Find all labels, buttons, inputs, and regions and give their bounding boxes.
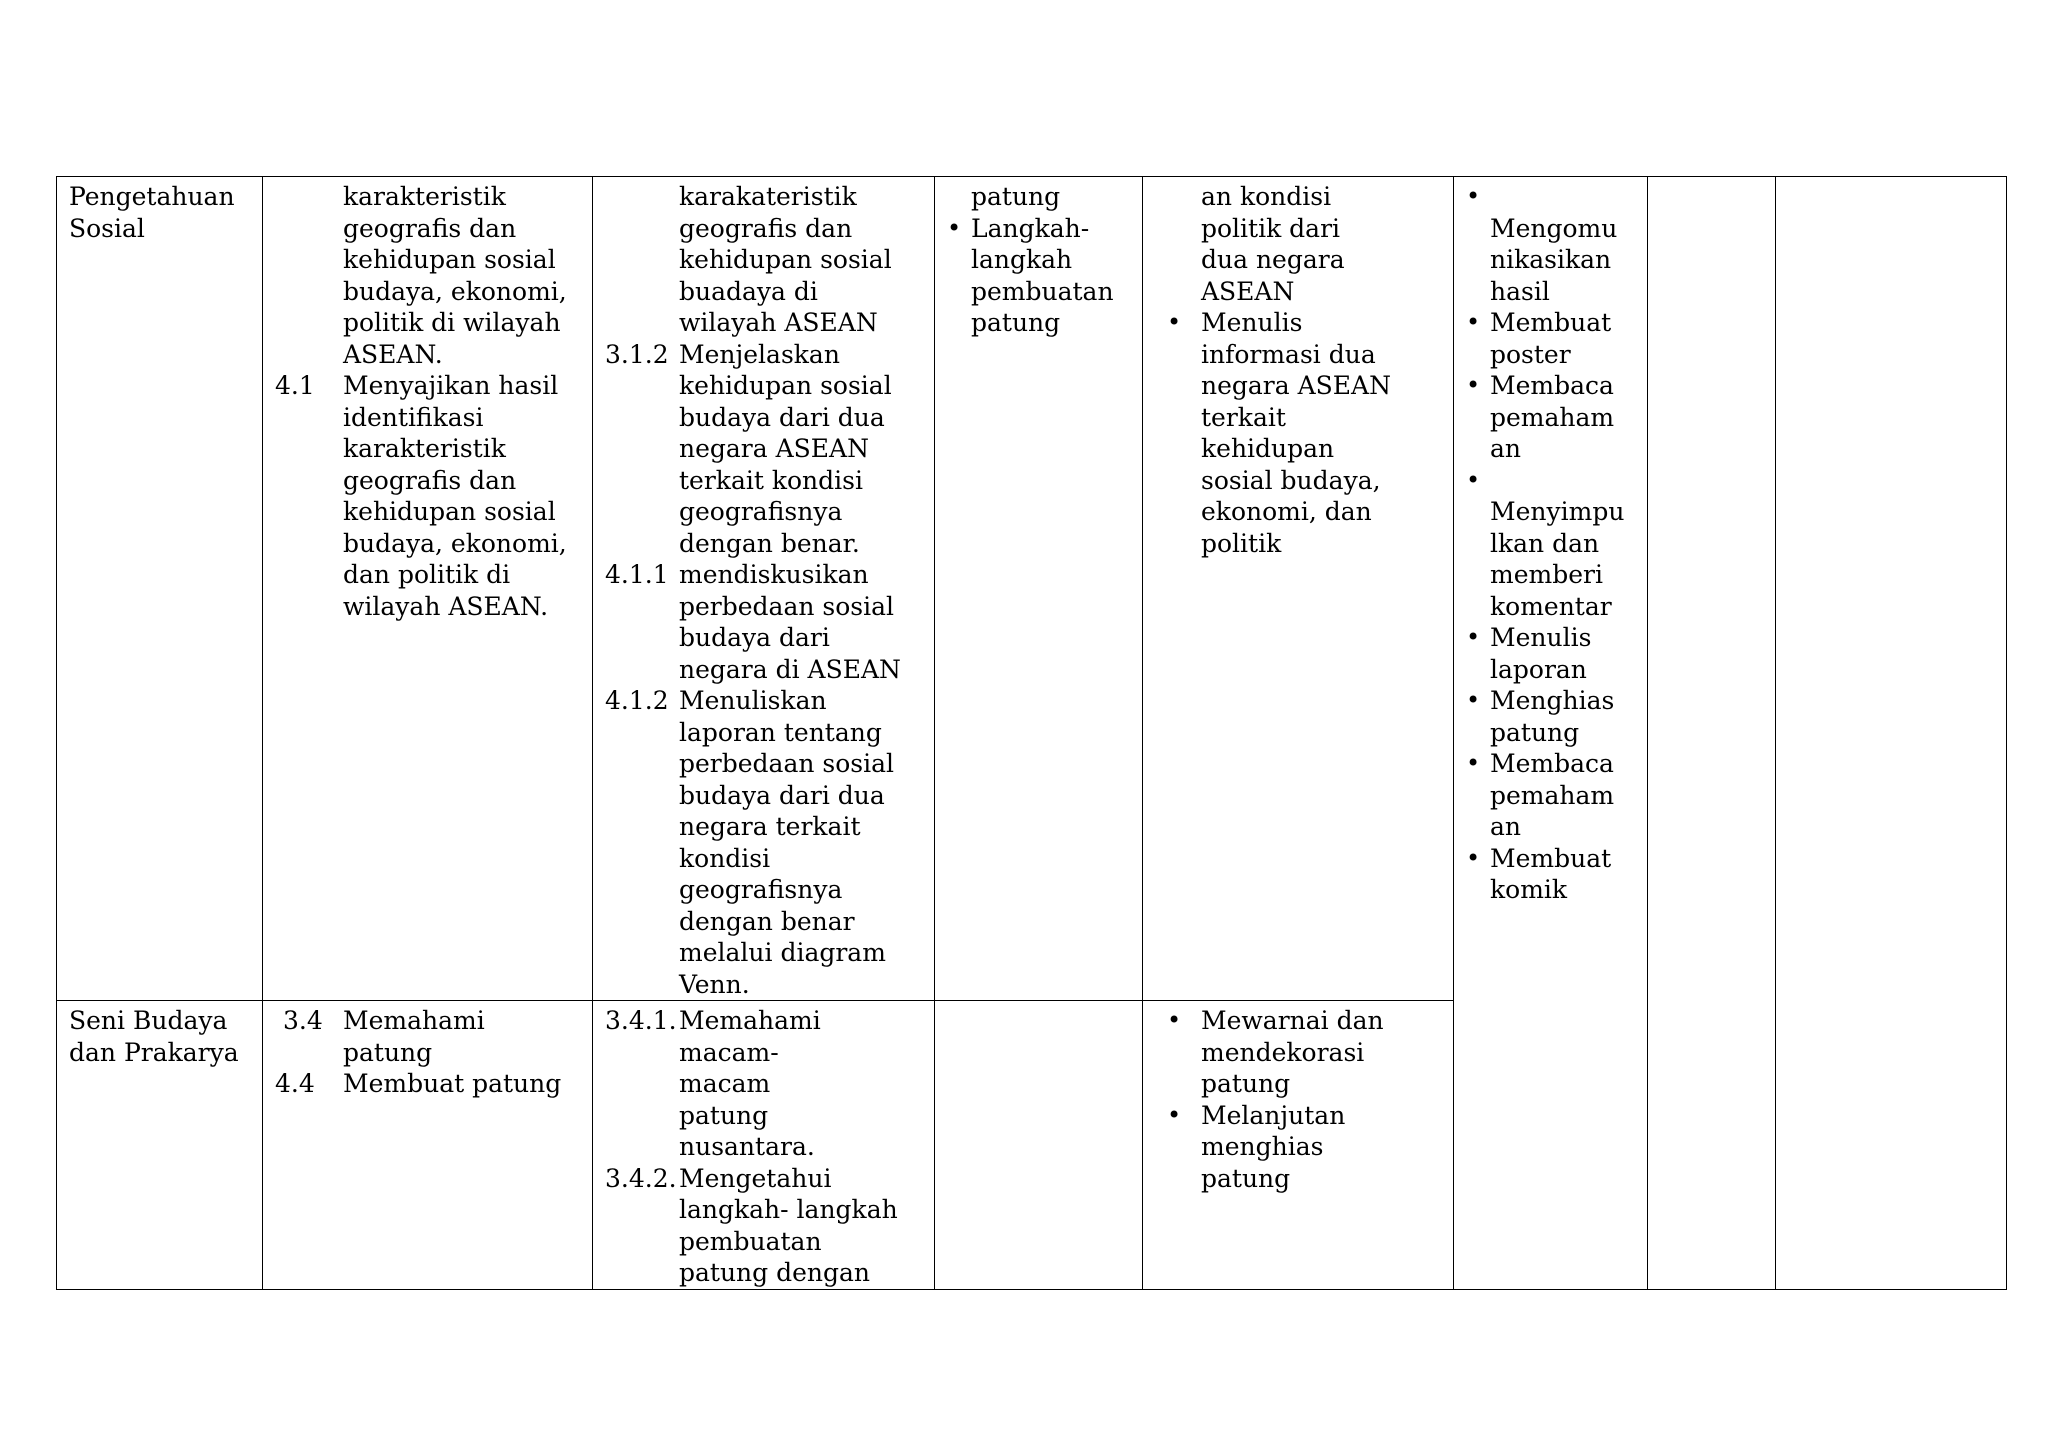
table-row [57, 177, 2007, 1001]
list-item [1155, 307, 1443, 559]
text-line: Membuat [1490, 843, 1612, 873]
bullet-icon: • [1167, 1006, 1182, 1034]
text-line: kehidupan sosial [679, 245, 892, 274]
text-line: geografis dan [343, 213, 517, 243]
text-line: budaya, ekonomi, [343, 276, 567, 306]
text-line: karakteristik [343, 182, 506, 211]
text-line: politik dari [1201, 213, 1341, 243]
text-line: an [1490, 434, 1522, 463]
indicator-number: 4.1.1 [605, 560, 669, 589]
bullet-icon: • [1167, 1100, 1182, 1129]
indicator-cell [593, 1001, 935, 1290]
kd-list [275, 1005, 582, 1100]
text-line: ASEAN. [343, 339, 443, 369]
kd-cell [263, 1001, 593, 1290]
subject-line: dan Prakarya [69, 1037, 239, 1067]
list-item [275, 370, 582, 622]
list-item [605, 1005, 924, 1163]
indicator-number: 4.1.2 [605, 686, 669, 715]
list-item [947, 213, 1132, 339]
text-line: memberi [1490, 560, 1603, 589]
kd-text: Memahami patung [343, 1006, 485, 1067]
indicator-text: Memahami macam- macam patung nusantara. [679, 1006, 821, 1161]
indicator-text: Menuliskan laporan tentang perbedaan sosial budaya dari dua negara terkait kondisi geografisnya dengan benar melalui diagram Venn. [679, 686, 895, 999]
indicator-list [605, 1005, 924, 1289]
text-line: laporan [1490, 654, 1587, 684]
text-line: an kondisi [1201, 182, 1332, 211]
list-item [1466, 843, 1643, 906]
lesson-plan-table [56, 176, 2007, 1290]
subject-line: Sosial [69, 213, 145, 243]
bullet-icon: • [1466, 371, 1481, 399]
text-line: hasil [1490, 276, 1550, 306]
list-item [1155, 1100, 1443, 1195]
text-line: lkan dan [1490, 528, 1600, 558]
bullet-icon: • [1167, 308, 1182, 336]
assessment-cell [1454, 177, 1648, 1290]
text-line: kehidupan sosial [343, 245, 556, 274]
text-line: pemaham [1490, 402, 1615, 432]
kd-list [275, 370, 582, 622]
list-item [605, 685, 924, 1000]
assessment-list [1466, 181, 1643, 906]
list-item [275, 1068, 582, 1100]
indicator-text: Mengetahui langkah- langkah pembuatan patung dengan [679, 1163, 898, 1287]
text-line: Membuat [1490, 308, 1612, 337]
list-item [275, 1005, 582, 1068]
text-line: pemaham [1490, 780, 1615, 810]
list-item [1466, 465, 1643, 623]
list-item [605, 1163, 924, 1289]
bullet-icon: • [1466, 623, 1481, 651]
indicator-number: 3.4.1. [605, 1006, 677, 1035]
bullet-icon: • [947, 213, 962, 242]
bullet-icon: • [1466, 686, 1481, 714]
kd-continuation [275, 181, 582, 370]
text-line: buadaya di [679, 276, 818, 306]
kd-number: 4.1 [275, 371, 315, 400]
indicator-number: 3.1.2 [605, 339, 669, 369]
indicator-continuation [605, 181, 924, 339]
activity-text: Mewarnai dan mendekorasi patung [1201, 1006, 1384, 1098]
kd-number: 3.4 [283, 1006, 323, 1035]
list-item [1466, 370, 1643, 465]
indicator-text: mendiskusikan perbedaan sosial budaya dari negara di ASEAN [679, 560, 901, 684]
text-line: politik di wilayah [343, 308, 561, 337]
material-cell [935, 1001, 1143, 1290]
material-cell [935, 177, 1143, 1001]
text-line: karakateristik [679, 182, 857, 211]
list-item [1466, 748, 1643, 843]
text-line: poster [1490, 339, 1571, 369]
text-line: geografis dan [679, 213, 853, 243]
text-line: komik [1490, 875, 1568, 904]
text-line: nikasikan [1490, 245, 1612, 274]
list-item [1466, 181, 1643, 307]
material-list [947, 213, 1132, 339]
activity-continuation [1155, 181, 1443, 307]
activity-cell [1143, 1001, 1454, 1290]
subject-line: Pengetahuan [69, 182, 235, 211]
empty-cell [1776, 177, 2007, 1290]
activity-list [1155, 307, 1443, 559]
text-line: komentar [1490, 591, 1612, 621]
text-line: Menyimpu [1490, 497, 1625, 526]
activity-list [1155, 1005, 1443, 1194]
kd-text: Membuat patung [343, 1069, 562, 1098]
material-continuation: patung [971, 182, 1061, 211]
activity-text: Melanjutan menghias patung [1201, 1100, 1346, 1193]
text-line: wilayah ASEAN [679, 308, 878, 337]
list-item [1466, 307, 1643, 370]
list-item [1155, 1005, 1443, 1100]
kd-cell [263, 177, 593, 1001]
text-line: dua negara [1201, 245, 1345, 274]
list-item [1466, 622, 1643, 685]
indicator-cell [593, 177, 935, 1001]
indicator-number: 3.4.2. [605, 1163, 677, 1193]
subject-cell [57, 177, 263, 1001]
text-line: Membaca [1490, 371, 1614, 400]
text-line: ASEAN [1201, 276, 1295, 306]
text-line: Menghias [1490, 686, 1615, 715]
list-item [605, 339, 924, 560]
text-line: an [1490, 812, 1522, 841]
bullet-icon: • [1466, 749, 1481, 777]
indicator-list [605, 339, 924, 1001]
bullet-icon: • [1466, 308, 1481, 336]
text-line: Membaca [1490, 749, 1614, 778]
kd-number: 4.4 [275, 1069, 315, 1098]
bullet-icon: • [1466, 843, 1481, 872]
activity-cell [1143, 177, 1454, 1001]
bullet-icon: • [1466, 465, 1481, 494]
list-item [1466, 685, 1643, 748]
subject-line: Seni Budaya [69, 1006, 228, 1035]
kd-text: Menyajikan hasil identifikasi karakteristik geografis dan kehidupan sosial budaya, ekonomi, dan politik di wilayah ASEAN. [343, 371, 567, 621]
activity-text: Menulis informasi dua negara ASEAN terkait kehidupan sosial budaya, ekonomi, dan politik [1201, 308, 1391, 558]
bullet-icon: • [1466, 182, 1481, 210]
material-text: Langkah-langkah pembuatan patung [971, 213, 1114, 337]
text-line: Menulis [1490, 623, 1592, 652]
subject-cell [57, 1001, 263, 1290]
indicator-text: Menjelaskan kehidupan sosial budaya dari dua negara ASEAN terkait kondisi geografisnya dengan benar. [679, 339, 892, 558]
text-line: patung [1490, 717, 1580, 747]
text-line: Mengomu [1490, 213, 1618, 243]
empty-cell [1648, 177, 1776, 1290]
list-item [605, 559, 924, 685]
